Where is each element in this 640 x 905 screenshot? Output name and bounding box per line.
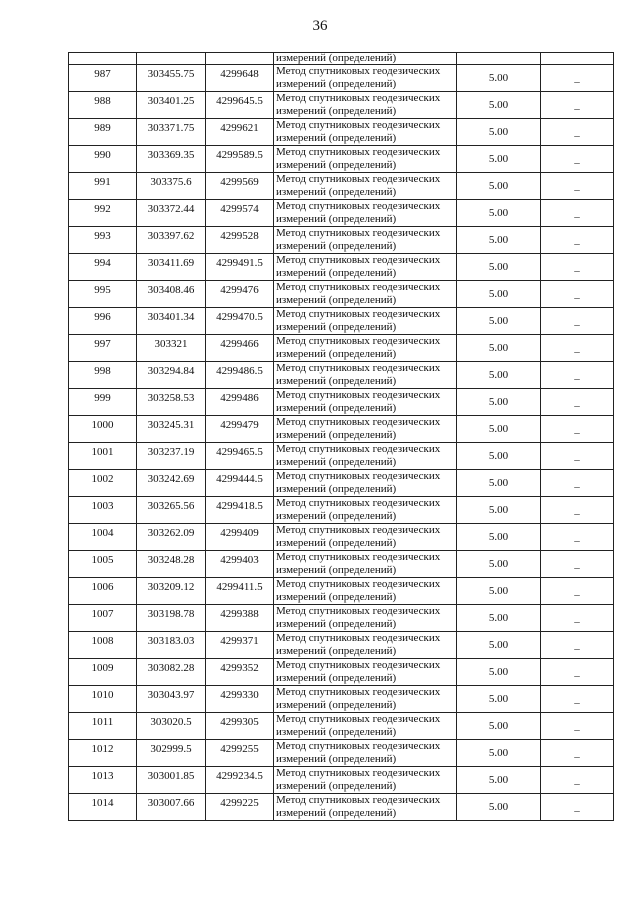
cell-accuracy: 5.00 [457,524,541,551]
cell-x [137,53,206,65]
cell-description: – [541,119,614,146]
cell-method [274,389,457,416]
cell-method [274,443,457,470]
cell-number: 989 [69,119,137,146]
table-row [69,308,614,335]
table-row [69,173,614,200]
cell-y: 4299589.5 [206,146,274,173]
cell-method [274,65,457,92]
cell-description: – [541,200,614,227]
cell-x: 303265.56 [137,497,206,524]
cell-y: 4299234.5 [206,767,274,794]
cell-number: 1014 [69,794,137,821]
method-line-2: измерений (определений) [276,132,397,144]
cell-y: 4299409 [206,524,274,551]
coordinates-table [68,52,614,821]
cell-accuracy: 5.00 [457,146,541,173]
page-number: 36 [312,18,328,34]
table-row [69,119,614,146]
cell-method [274,578,457,605]
cell-number: 999 [69,389,137,416]
cell-method [274,335,457,362]
cell-x: 303321 [137,335,206,362]
table-row [69,362,614,389]
method-line-1: Метод спутниковых геодезических [276,551,441,563]
method-line-1: Метод спутниковых геодезических [276,524,441,536]
method-line-2: измерений (определений) [276,699,397,711]
cell-x: 303082.28 [137,659,206,686]
cell-method [274,416,457,443]
cell-method: измерений (определений) [274,53,457,65]
cell-y: 4299411.5 [206,578,274,605]
method-line-2: измерений (определений) [276,105,397,117]
cell-y: 4299621 [206,119,274,146]
cell-description: – [541,227,614,254]
table-row [69,335,614,362]
method-line-1: Метод спутниковых геодезических [276,254,441,266]
table-row [69,659,614,686]
method-line-2: измерений (определений) [276,807,397,819]
cell-number: 990 [69,146,137,173]
cell-x: 302999.5 [137,740,206,767]
coordinates-table-body [69,53,614,821]
cell-x: 303183.03 [137,632,206,659]
cell-number [69,53,137,65]
cell-method [274,551,457,578]
cell-description: – [541,551,614,578]
cell-x: 303237.19 [137,443,206,470]
method-line-2: измерений (определений) [276,294,397,306]
cell-number: 1012 [69,740,137,767]
cell-description: – [541,254,614,281]
cell-x: 303411.69 [137,254,206,281]
cell-number: 1001 [69,443,137,470]
cell-y [206,53,274,65]
cell-y: 4299479 [206,416,274,443]
cell-accuracy: 5.00 [457,443,541,470]
cell-description: – [541,524,614,551]
cell-method [274,254,457,281]
cell-description: – [541,335,614,362]
cell-number: 1002 [69,470,137,497]
cell-number: 997 [69,335,137,362]
cell-x: 303001.85 [137,767,206,794]
cell-method [274,524,457,551]
cell-description: – [541,497,614,524]
method-line-1: Метод спутниковых геодезических [276,443,441,455]
cell-y: 4299569 [206,173,274,200]
cell-y: 4299476 [206,281,274,308]
method-line-2: измерений (определений) [276,348,397,360]
table-row [69,200,614,227]
cell-number: 1005 [69,551,137,578]
cell-number: 996 [69,308,137,335]
cell-method [274,308,457,335]
cell-method [274,470,457,497]
cell-x: 303372.44 [137,200,206,227]
cell-accuracy: 5.00 [457,416,541,443]
cell-y: 4299470.5 [206,308,274,335]
method-line-1: Метод спутниковых геодезических [276,92,441,104]
table-row [69,632,614,659]
cell-number: 1013 [69,767,137,794]
cell-accuracy: 5.00 [457,65,541,92]
cell-y: 4299418.5 [206,497,274,524]
method-line-2: измерений (определений) [276,78,397,90]
cell-number: 991 [69,173,137,200]
cell-description: – [541,632,614,659]
cell-accuracy: 5.00 [457,632,541,659]
cell-accuracy: 5.00 [457,119,541,146]
cell-y: 4299352 [206,659,274,686]
method-line-1: Метод спутниковых геодезических [276,713,441,725]
cell-number: 1007 [69,605,137,632]
cell-method [274,119,457,146]
method-line-1: Метод спутниковых геодезических [276,632,441,644]
cell-number: 995 [69,281,137,308]
cell-description: – [541,686,614,713]
method-line-1: Метод спутниковых геодезических [276,362,441,374]
method-line-2: измерений (определений) [276,510,397,522]
cell-x: 303262.09 [137,524,206,551]
cell-accuracy: 5.00 [457,713,541,740]
method-line-2: измерений (определений) [276,402,397,414]
table-row [69,470,614,497]
cell-accuracy: 5.00 [457,173,541,200]
cell-number: 1008 [69,632,137,659]
cell-description [541,53,614,65]
cell-y: 4299491.5 [206,254,274,281]
cell-accuracy: 5.00 [457,794,541,821]
cell-method [274,686,457,713]
cell-y: 4299486 [206,389,274,416]
cell-number: 988 [69,92,137,119]
cell-number: 1006 [69,578,137,605]
cell-x: 303245.31 [137,416,206,443]
method-line-2: измерений (определений) [276,456,397,468]
table-row [69,740,614,767]
cell-y: 4299574 [206,200,274,227]
cell-description: – [541,659,614,686]
method-line-1: Метод спутниковых геодезических [276,281,441,293]
method-line-1: Метод спутниковых геодезических [276,767,441,779]
cell-description: – [541,389,614,416]
cell-accuracy [457,53,541,65]
method-line-2: измерений (определений) [276,564,397,576]
method-line-2: измерений (определений) [276,618,397,630]
cell-number: 998 [69,362,137,389]
table-row [69,65,614,92]
method-line-1: Метод спутниковых геодезических [276,227,441,239]
cell-method [274,173,457,200]
cell-accuracy: 5.00 [457,578,541,605]
method-line-1: Метод спутниковых геодезических [276,605,441,617]
table-row [69,146,614,173]
table-row [69,92,614,119]
cell-method [274,794,457,821]
cell-description: – [541,146,614,173]
table-row [69,416,614,443]
cell-method [274,281,457,308]
method-line-2: измерений (определений) [276,645,397,657]
table-row [69,254,614,281]
cell-method [274,227,457,254]
table-row [69,578,614,605]
cell-accuracy: 5.00 [457,362,541,389]
cell-accuracy: 5.00 [457,308,541,335]
cell-method [274,497,457,524]
cell-description: – [541,767,614,794]
cell-y: 4299330 [206,686,274,713]
method-line-1: Метод спутниковых геодезических [276,578,441,590]
cell-accuracy: 5.00 [457,335,541,362]
cell-x: 303397.62 [137,227,206,254]
cell-accuracy: 5.00 [457,605,541,632]
method-line-2: измерений (определений) [276,429,397,441]
cell-number: 992 [69,200,137,227]
method-line-1: Метод спутниковых геодезических [276,335,441,347]
method-line-2: измерений (определений) [276,726,397,738]
cell-description: – [541,578,614,605]
cell-accuracy: 5.00 [457,767,541,794]
cell-y: 4299444.5 [206,470,274,497]
cell-x: 303401.34 [137,308,206,335]
cell-accuracy: 5.00 [457,470,541,497]
table-row [69,767,614,794]
cell-x: 303408.46 [137,281,206,308]
table-row [69,605,614,632]
cell-accuracy: 5.00 [457,659,541,686]
cell-method [274,713,457,740]
cell-number: 1011 [69,713,137,740]
cell-accuracy: 5.00 [457,686,541,713]
cell-number: 1000 [69,416,137,443]
cell-y: 4299403 [206,551,274,578]
cell-description: – [541,416,614,443]
cell-accuracy: 5.00 [457,254,541,281]
cell-description: – [541,308,614,335]
method-line-2: измерений (определений) [276,267,397,279]
method-line-1: Метод спутниковых геодезических [276,686,441,698]
cell-description: – [541,443,614,470]
method-line-1: Метод спутниковых геодезических [276,173,441,185]
cell-x: 303401.25 [137,92,206,119]
cell-number: 1004 [69,524,137,551]
cell-number: 1003 [69,497,137,524]
cell-accuracy: 5.00 [457,497,541,524]
table-row [69,524,614,551]
cell-x: 303198.78 [137,605,206,632]
cell-description: – [541,794,614,821]
cell-x: 303209.12 [137,578,206,605]
cell-number: 994 [69,254,137,281]
cell-description: – [541,65,614,92]
cell-method [274,767,457,794]
cell-description: – [541,713,614,740]
method-line-1: Метод спутниковых геодезических [276,470,441,482]
cell-accuracy: 5.00 [457,740,541,767]
cell-x: 303248.28 [137,551,206,578]
method-line-1: Метод спутниковых геодезических [276,146,441,158]
table-row [69,686,614,713]
method-line-2: измерений (определений) [276,186,397,198]
method-line-2: измерений (определений) [276,780,397,792]
method-line-2: измерений (определений) [276,375,397,387]
table-row [69,281,614,308]
cell-accuracy: 5.00 [457,200,541,227]
method-line-1: Метод спутниковых геодезических [276,119,441,131]
cell-number: 993 [69,227,137,254]
method-line-1: Метод спутниковых геодезических [276,659,441,671]
table-row [69,794,614,821]
table-row [69,389,614,416]
cell-method [274,605,457,632]
method-line-1: Метод спутниковых геодезических [276,497,441,509]
table-row [69,713,614,740]
cell-accuracy: 5.00 [457,551,541,578]
cell-accuracy: 5.00 [457,389,541,416]
method-line-1: Метод спутниковых геодезических [276,200,441,212]
cell-x: 303294.84 [137,362,206,389]
method-line-2: измерений (определений) [276,753,397,765]
table-row [69,227,614,254]
cell-x: 303369.35 [137,146,206,173]
cell-accuracy: 5.00 [457,227,541,254]
cell-x: 303020.5 [137,713,206,740]
cell-x: 303371.75 [137,119,206,146]
cell-method [274,659,457,686]
cell-y: 4299648 [206,65,274,92]
cell-x: 303242.69 [137,470,206,497]
method-line-1: Метод спутниковых геодезических [276,308,441,320]
cell-y: 4299371 [206,632,274,659]
cell-description: – [541,173,614,200]
method-line-1: Метод спутниковых геодезических [276,65,441,77]
table-row [69,551,614,578]
cell-x: 303455.75 [137,65,206,92]
method-line-1: Метод спутниковых геодезических [276,740,441,752]
cell-description: – [541,470,614,497]
cell-y: 4299388 [206,605,274,632]
cell-description: – [541,281,614,308]
method-line-1: Метод спутниковых геодезических [276,389,441,401]
method-line-2: измерений (определений) [276,240,397,252]
cell-y: 4299465.5 [206,443,274,470]
cell-y: 4299486.5 [206,362,274,389]
table-row [69,443,614,470]
cell-number: 987 [69,65,137,92]
cell-x: 303375.6 [137,173,206,200]
cell-y: 4299305 [206,713,274,740]
cell-description: – [541,92,614,119]
cell-y: 4299255 [206,740,274,767]
cell-accuracy: 5.00 [457,92,541,119]
method-line-2: измерений (определений) [276,159,397,171]
cell-method [274,200,457,227]
method-line-1: Метод спутниковых геодезических [276,416,441,428]
method-line-1: Метод спутниковых геодезических [276,794,441,806]
method-line-2: измерений (определений) [276,672,397,684]
cell-method [274,362,457,389]
method-line-2: измерений (определений) [276,321,397,333]
method-line-2: измерений (определений) [276,537,397,549]
cell-x: 303258.53 [137,389,206,416]
table-row-continued [69,53,614,65]
cell-description: – [541,605,614,632]
cell-description: – [541,362,614,389]
table-row [69,497,614,524]
cell-x: 303043.97 [137,686,206,713]
cell-x: 303007.66 [137,794,206,821]
method-line-2: измерений (определений) [276,483,397,495]
cell-y: 4299466 [206,335,274,362]
cell-method [274,92,457,119]
cell-y: 4299645.5 [206,92,274,119]
cell-number: 1010 [69,686,137,713]
cell-y: 4299528 [206,227,274,254]
cell-method [274,740,457,767]
cell-y: 4299225 [206,794,274,821]
method-line-2: измерений (определений) [276,213,397,225]
cell-accuracy: 5.00 [457,281,541,308]
method-line-2: измерений (определений) [276,591,397,603]
cell-method [274,632,457,659]
cell-method [274,146,457,173]
cell-description: – [541,740,614,767]
cell-number: 1009 [69,659,137,686]
